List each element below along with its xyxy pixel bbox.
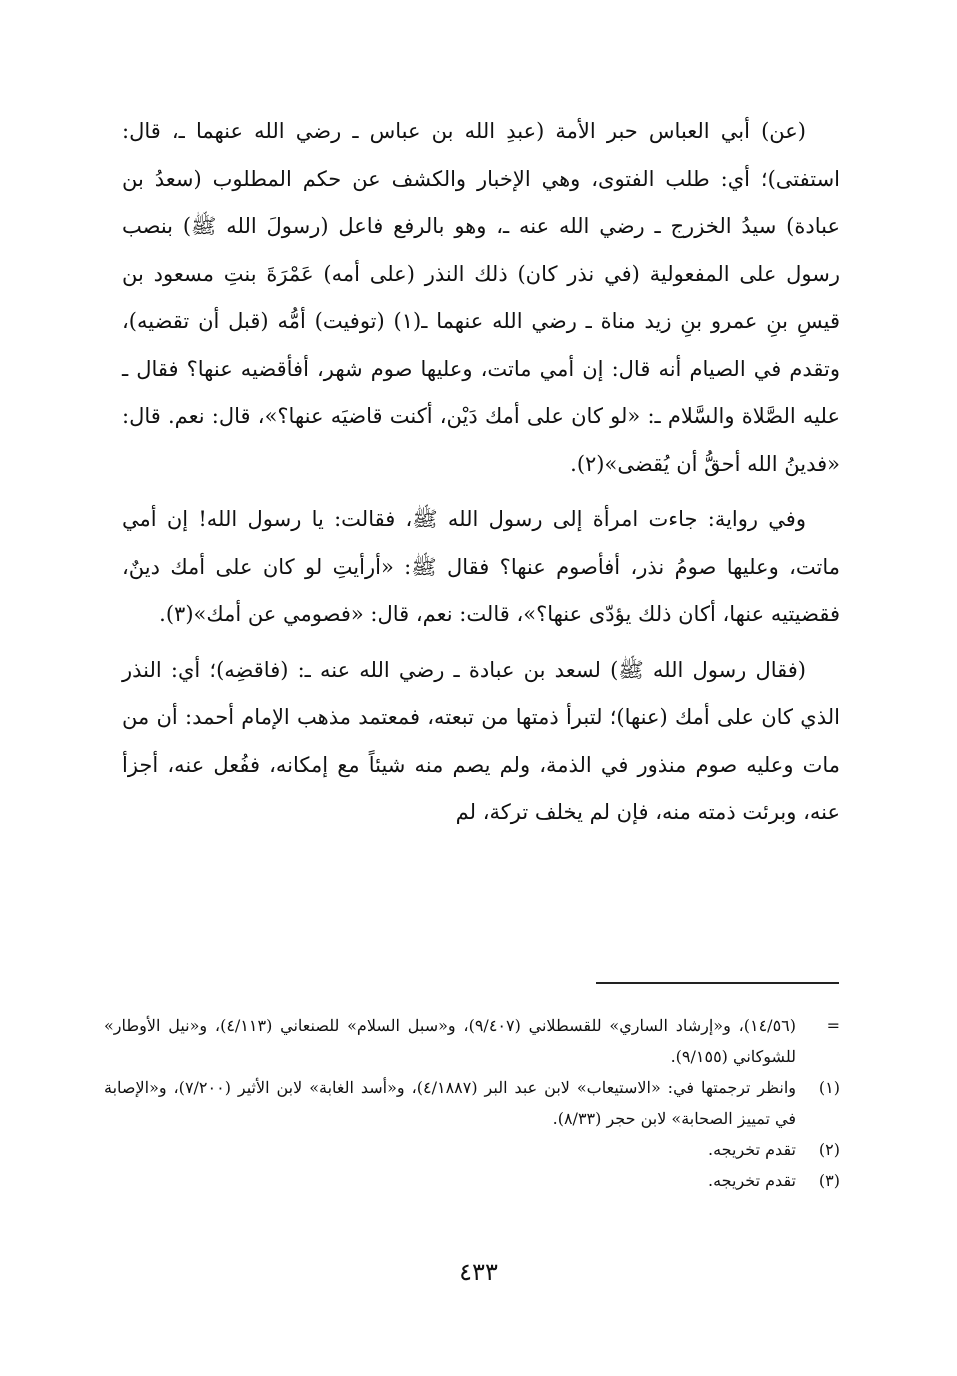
main-text <box>122 108 840 845</box>
page-number: ٤٣٣ <box>459 1258 498 1286</box>
footnote-separator <box>596 982 839 984</box>
paragraph-1-text: (عن) أبي العباس حبر الأمة (عبدِ الله بن عباس ـ رضي الله عنهما ـ، قال: استفتى)؛ أي: طلب الفتوى، وهي الإخبار والكشف عن حكم المطلوب (سعدُ بن عبادة) سيدُ الخزرج ـ رضي الله عنه ـ، وهو بالرفع فاعل (رسولَ الله ﷺ) بنصب رسول على المفعولية (في نذر كان) ذلك النذر (على أمه) عَمْرَةَ بنتِ مسعود بن قيسِ بنِ عمرو بنِ زيد مناة ـ رضي الله عنهما ـ(١) (توفيت) أمُّه (قبل أن تقضيه)، وتقدم في الصيام أنه قال: إن أمي ماتت، وعليها صوم شهر، أفأقضيه عنها؟ فقال ـ عليه الصَّلاة والسَّلام ـ: «لو كان على أمك دَيْن، أكنت قاضيَه عنها؟»، قال: نعم. قال: «فدينُ الله أحقُّ أن يُقضى»(٢). <box>122 119 840 476</box>
footnote-continuation-mark: = <box>826 1016 840 1035</box>
footnotes <box>104 1010 840 1196</box>
paragraph-2-text: وفي رواية: جاءت امرأة إلى رسول الله ﷺ، فقالت: يا رسول الله! إن أمي ماتت، وعليها صومُ نذر، أفأصوم عنها؟ فقال ﷺ: «أرأيتِ لو كان على أمك دينٌ، فقضيتيه عنها، أكان ذلك يؤدّى عنها؟»، قالت: نعم، قال: «فصومي عن أمك»(٣). <box>122 507 840 626</box>
footnote-1-mark: (١) <box>818 1078 840 1097</box>
paragraph-2 <box>122 496 840 639</box>
footnote-2-text: تقدم تخريجه. <box>708 1140 796 1159</box>
paragraph-3-text: (فقال رسول الله ﷺ) لسعد بن عبادة ـ رضي الله عنه ـ: (فاقضِه)؛ أي: النذر الذي كان على أمك (عنها)؛ لتبرأ ذمتها من تبعته، فمعتمد مذهب الإمام أحمد: أن من مات وعليه صوم منذور في الذمة، ولم يصم منه شيئاً مع إمكانه، ففُعل عنه، أجزأ عنه، وبرئت ذمته منه، فإن لم يخلف تركة، لم <box>122 657 840 824</box>
paragraph-3 <box>122 647 840 837</box>
footnote-3 <box>104 1165 840 1196</box>
footnote-3-mark: (٣) <box>818 1171 840 1190</box>
footnote-2 <box>104 1134 840 1165</box>
footnote-1-text: وانظر ترجمتها في: «الاستيعاب» لابن عبد البر (٤/١٨٨٧)، و«أسد الغابة» لابن الأثير (٧/٢٠٠)، و«الإصابة في تمييز الصحابة» لابن حجر (٨/٣٣). <box>104 1078 797 1128</box>
paragraph-1 <box>122 108 840 488</box>
footnote-2-mark: (٢) <box>818 1140 840 1159</box>
footnote-3-text: تقدم تخريجه. <box>708 1171 796 1190</box>
footnote-1 <box>104 1072 840 1134</box>
footnote-continuation <box>104 1010 840 1072</box>
footnote-continuation-text: (١٤/٥٦)، و«إرشاد الساري» للقسطلاني (٩/٤٠٧)، و«سبل السلام» للصنعاني (٤/١١٣)، و«نيل الأوطار» للشوكاني (٩/١٥٥). <box>104 1016 796 1066</box>
